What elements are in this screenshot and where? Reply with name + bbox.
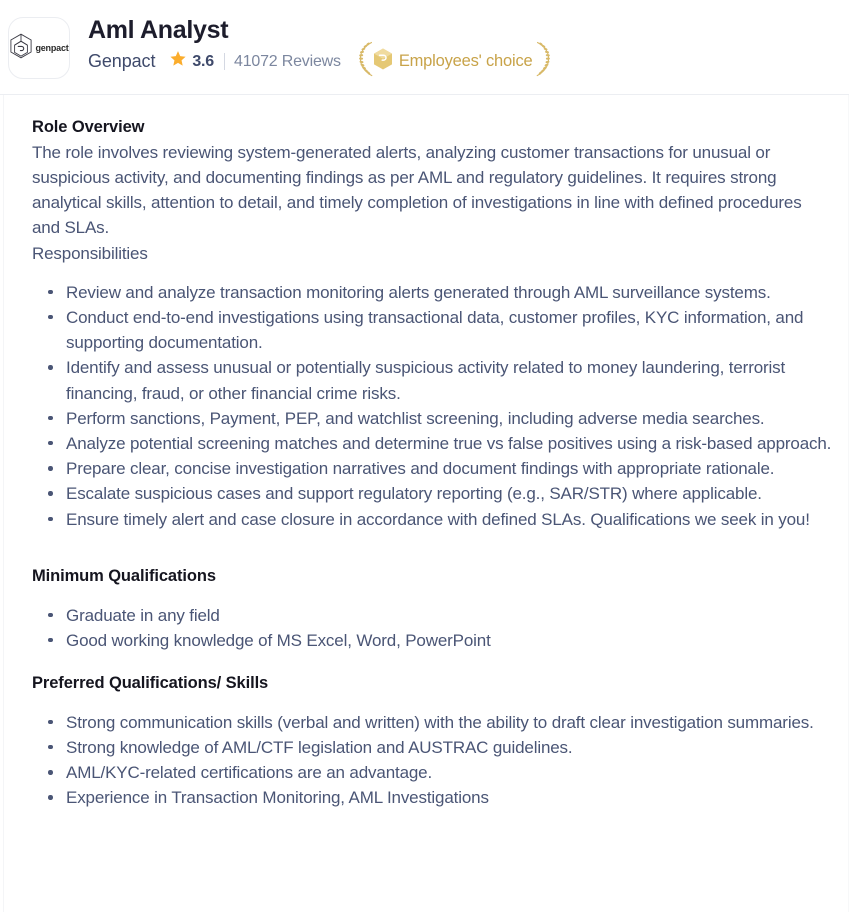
section-spacer [32,653,835,671]
badge-label: Employees' choice [398,52,533,71]
reviews-count[interactable]: 41072 Reviews [234,52,341,70]
responsibilities-label: Responsibilities [32,243,148,263]
laurel-wreath-right-icon [534,40,554,83]
rating-group[interactable] [169,50,214,73]
preferred-qualifications-list [32,710,835,811]
rating-value: 3.6 [192,52,215,70]
star-icon [169,50,187,73]
job-description-body [0,95,849,912]
page-title: Aml Analyst [88,16,229,44]
genpact-cube-logo-icon [9,33,33,64]
minimum-qualifications-list [32,603,835,653]
hexagon-award-icon [372,47,394,76]
meta-divider [224,53,225,70]
list-item: Identify and assess unusual or potentially suspicious activity related to money laundering, terrorist financing, fraud, or other financial crime risks. [66,355,835,405]
list-item: Strong knowledge of AML/CTF legislation and AUSTRAC guidelines. [66,735,835,760]
employees-choice-badge [355,42,555,82]
list-item: Review and analyze transaction monitoring alerts generated through AML surveillance systems. [66,280,835,305]
role-overview-paragraph: The role involves reviewing system-generated alerts, analyzing customer transactions for unusual or suspicious activity, and documenting findings as per AML and regulatory guidelines. It requires strong analytical skills, attention to detail, and timely completion of investigations in line with defined procedures and SLAs. [32,142,802,238]
section-title-preferred-qualifications: Preferred Qualifications/ Skills [32,673,269,692]
section-title-role-overview: Role Overview [32,118,145,136]
job-header-text [88,14,554,75]
company-name[interactable]: Genpact [88,51,156,72]
list-item: Ensure timely alert and case closure in accordance with defined SLAs. Qualifications we seek in you! [66,507,835,532]
company-logo[interactable] [8,17,70,79]
list-item: AML/KYC-related certifications are an advantage. [66,760,835,785]
list-item: Analyze potential screening matches and determine true vs false positives using a risk-based approach. [66,431,835,456]
list-item: Strong communication skills (verbal and written) with the ability to draft clear investigation summaries. [66,710,835,735]
company-meta-row [88,49,554,75]
responsibilities-list [32,280,835,532]
list-item: Perform sanctions, Payment, PEP, and watchlist screening, including adverse media searches. [66,406,835,431]
job-header [0,0,849,95]
logo-wordmark: genpact [35,43,69,53]
list-item: Escalate suspicious cases and support regulatory reporting (e.g., SAR/STR) where applicable. [66,481,835,506]
list-item: Graduate in any field [66,603,835,628]
section-spacer [32,532,835,564]
section-title-minimum-qualifications: Minimum Qualifications [32,566,216,585]
list-item: Conduct end-to-end investigations using transactional data, customer profiles, KYC information, and supporting documentation. [66,305,835,355]
list-item: Experience in Transaction Monitoring, AML Investigations [66,785,835,810]
list-item: Prepare clear, concise investigation narratives and document findings with appropriate rationale. [66,456,835,481]
list-item: Good working knowledge of MS Excel, Word, PowerPoint [66,628,835,653]
